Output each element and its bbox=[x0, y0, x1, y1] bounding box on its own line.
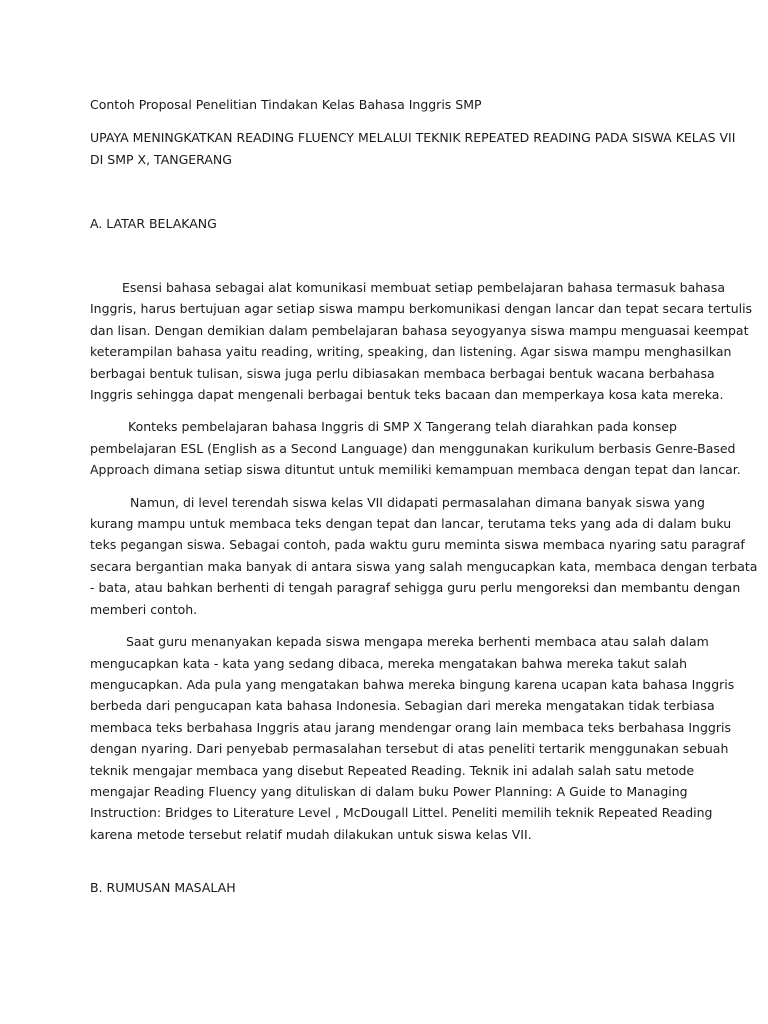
research-title-line: UPAYA MENINGKATKAN READING FLUENCY MELALUI TEKNIK REPEATED READING PADA SISWA KELAS VII bbox=[90, 130, 736, 145]
paragraph-line: Inggris sehingga dapat mengenali berbagai bentuk teks bacaan dan memperkaya kosa kata mereka. bbox=[90, 387, 724, 403]
paragraph-line: memberi contoh. bbox=[90, 601, 198, 617]
paragraph-line: mengucapkan kata - kata yang sedang dibaca, mereka mengatakan bahwa mereka takut salah bbox=[90, 655, 688, 671]
paragraph-line: keterampilan bahasa yaitu reading, writing, speaking, dan listening. Agar siswa mampu menghasilkan bbox=[90, 344, 732, 360]
section-heading-rumusan-masalah: B. RUMUSAN MASALAH bbox=[90, 880, 236, 896]
section-heading-latar-belakang: A. LATAR BELAKANG bbox=[90, 216, 217, 231]
paragraph bbox=[90, 492, 758, 620]
paragraph-line: Instruction: Bridges to Literature Level , McDougall Littel. Peneliti memilih teknik Repeated Reading bbox=[90, 805, 713, 821]
paragraph-line: secara bergantian maka banyak di antara siswa yang salah mengucapkan kata, membaca dengan terbata bbox=[90, 558, 758, 574]
paragraph-line: Esensi bahasa sebagai alat komunikasi membuat setiap pembelajaran bahasa termasuk bahasa bbox=[122, 280, 726, 295]
paragraph-line: dan lisan. Dengan demikian dalam pembelajaran bahasa seyogyanya siswa mampu menguasai keempat bbox=[90, 322, 749, 338]
paragraph-line: Approach dimana setiap siswa dituntut untuk memiliki kemampuan membaca dengan tepat dan lancar. bbox=[90, 462, 741, 478]
paragraph-line: teks pegangan siswa. Sebagai contoh, pada waktu guru meminta siswa membaca nyaring satu paragraf bbox=[90, 537, 745, 553]
research-title-line: DI SMP X, TANGERANG bbox=[90, 152, 232, 167]
paragraph-line: - bata, atau bahkan berhenti di tengah paragraf sehigga guru perlu mengoreksi dan membantu dengan bbox=[90, 580, 741, 596]
paragraph bbox=[90, 277, 753, 405]
paragraph-line: mengajar Reading Fluency yang dituliskan di dalam buku Power Planning: A Guide to Managing bbox=[90, 783, 688, 799]
paragraph-line: Saat guru menanyakan kepada siswa mengapa mereka berhenti membaca atau salah dalam bbox=[126, 634, 709, 650]
paragraph-line: teknik mengajar membaca yang disebut Repeated Reading. Teknik ini adalah salah satu metode bbox=[90, 762, 695, 778]
paragraph-line: berbagai bentuk tulisan, siswa juga perlu dibiasakan membaca berbagai bentuk wacana berbahasa bbox=[90, 365, 715, 381]
paragraph-line: Namun, di level terendah siswa kelas VII didapati permasalahan dimana banyak siswa yang bbox=[130, 494, 705, 510]
paragraph bbox=[90, 416, 741, 480]
paragraph-line: karena metode tersebut relatif mudah dilakukan untuk siswa kelas VII. bbox=[90, 826, 532, 842]
paragraph-line: Inggris, harus bertujuan agar setiap siswa mampu berkomunikasi dengan lancar dan tepat secara tertulis bbox=[90, 301, 753, 317]
paragraph bbox=[90, 631, 735, 845]
paragraph-line: dengan nyaring. Dari penyebab permasalahan tersebut di atas peneliti tertarik menggunakan sebuah bbox=[90, 741, 729, 757]
paragraph-line: Konteks pembelajaran bahasa Inggris di SMP X Tangerang telah diarahkan pada konsep bbox=[128, 419, 677, 435]
document-title: Contoh Proposal Penelitian Tindakan Kelas Bahasa Inggris SMP bbox=[90, 97, 482, 112]
paragraph-line: berbeda dari pengucapan kata bahasa Indonesia. Sebagian dari mereka mengatakan tidak terbiasa bbox=[90, 698, 715, 714]
paragraph-line: kurang mampu untuk membaca teks dengan tepat dan lancar, terutama teks yang ada di dalam buku bbox=[90, 516, 732, 532]
research-title bbox=[90, 127, 736, 171]
paragraph-line: membaca teks berbahasa Inggris atau jarang mendengar orang lain membaca teks berbahasa Inggris bbox=[90, 719, 731, 735]
paragraph-line: mengucapkan. Ada pula yang mengatakan bahwa mereka bingung karena ucapan kata bahasa Inggris bbox=[90, 676, 735, 692]
paragraph-line: pembelajaran ESL (English as a Second Language) dan menggunakan kurikulum berbasis Genre-Based bbox=[90, 440, 736, 456]
